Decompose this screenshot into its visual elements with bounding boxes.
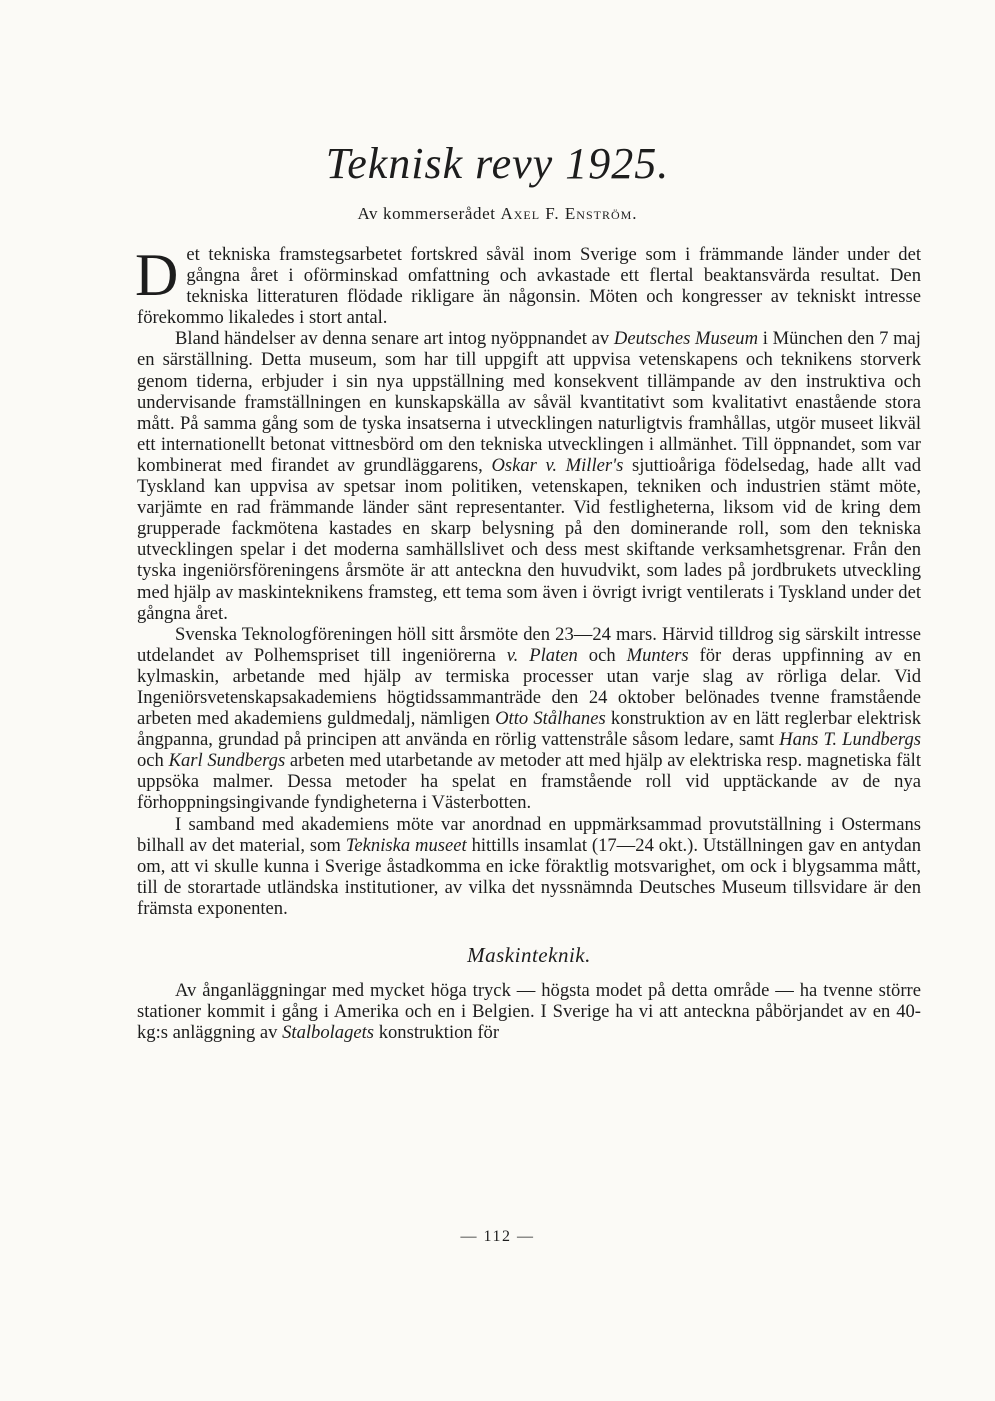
- paragraph-utstallning: [137, 814, 921, 919]
- text-run: konstruktion för: [374, 1022, 500, 1044]
- text-run: Svenska Teknologföreningen höll sitt årsmöte den 23—24 mars. Härvid tilldrog sig särskilt intresse utdelandet av Polhemspriset till ingeniörerna: [137, 623, 921, 666]
- paragraph-intro: [137, 244, 921, 328]
- text-run: konstruktion av en lätt reglerbar elektrisk ångpanna, grundad på principen att använda en rörlig vattenstråle såsom ledare, samt: [137, 708, 921, 751]
- byline: [0, 204, 995, 224]
- drop-cap: D: [135, 242, 179, 308]
- section-heading: Maskinteknik.: [467, 943, 591, 967]
- emphasis: Otto Stålhanes: [495, 708, 606, 730]
- text-run: sjuttioåriga födelsedag, hade allt vad Tyskland kan uppvisa av spetsar inom politiken, vetenskapen, tekniken och industrien stämt möte, varjämte en rad främmande länder sänt representanter. Vid festligheterna, liksom vid de kring dem grupperade fackmötena kastades en skarp belysning på den dominerande roll, som den tekniska utvecklingen spelar i det moderna samhällslivet och dess mest skiftande verksamhetsgrenar. Från den tyska ingeniörsföreningens årsmöte är att anteckna den huvudvikt, som lades på jordbrukets utveckling med hjälp av maskinteknikens framsteg, ett tema som även i övrigt ivrigt ventilerats i Tyskland under det gångna året.: [137, 454, 921, 624]
- text-run: för deras uppfinning av en kylmaskin, arbetande med hjälp av termiska processer utan varje slag av rörliga delar. Vid Ingeniörsvetenskapsakademiens högtidssammanträde den 24 oktober belönades tvenne framstående arbeten med akademiens guldmedalj, nämligen: [137, 644, 921, 730]
- text-run: Av ånganläggningar med mycket höga tryck — högsta modet på detta område — ha tvenne större stationer kommit i gång i Amerika och en i Belgien. I Sverige ha vi att anteckna påbörjandet av en 40-kg:s anläggning av: [137, 980, 921, 1044]
- article-body: [137, 244, 921, 1043]
- emphasis: Hans T. Lundbergs: [779, 729, 921, 751]
- emphasis: Oskar v. Miller's: [491, 454, 624, 476]
- emphasis: Munters: [626, 644, 689, 666]
- emphasis: Karl Sundbergs: [168, 750, 286, 772]
- paragraph-teknologforeningen: [137, 624, 921, 814]
- byline-prefix: Av kommerserådet: [357, 204, 496, 223]
- text-run: och: [137, 750, 169, 772]
- paragraph-deutsches-museum: [137, 328, 921, 623]
- emphasis: Tekniska museet: [345, 834, 467, 856]
- text-run: och: [577, 644, 627, 666]
- text-run: arbeten med utarbetande av metoder att med hjälp av elektriska resp. magnetiska fält uppsöka malmer. Dessa metoder ha spelat en framstående roll vid upptäckande av de nya förhoppningsingivande fyndigheterna i Västerbotten.: [137, 750, 921, 814]
- emphasis: Deutsches Museum: [613, 328, 759, 350]
- text-run: i München den 7 maj en särställning. Detta museum, som har till uppgift att uppvisa vetenskapens och teknikens storverk genom tiderna, erbjuder i sin nya uppställning med konsekvent tillämpande av den instruktiva och undervisande framställningen en kunskapskälla av såväl kvantitativt som kvalitativt enastående stora mått. På samma gång som de tyska insatserna i utvecklingen naturligtvis framhållas, utgör museet likväl ett internationellt betonat vittnesbörd om den tekniska utvecklingen i allmänhet. Till öppnandet, som var kombinerat med firandet av grundläggarens,: [137, 328, 921, 476]
- article-title: Teknisk revy 1925.: [325, 139, 670, 188]
- emphasis: Stalbolagets: [282, 1022, 375, 1044]
- byline-author: Axel F. Enström.: [500, 204, 638, 223]
- paragraph-text: et tekniska framstegsarbetet fortskred såväl inom Sverige som i främmande länder under det gångna året i oförminskad omfattning och avkastade ett flertal beaktansvärda resultat. Den tekniska litteraturen flödade rikligare än någonsin. Möten och kongresser av tekniskt intresse förekommo likaledes i stort antal.: [137, 244, 921, 329]
- paragraph-maskinteknik: [137, 980, 921, 1043]
- emphasis: v. Platen: [506, 644, 578, 666]
- text-run: I samband med akademiens möte var anordnad en uppmärksammad provutställning i Ostermans bilhall av det material, som: [137, 813, 921, 856]
- text-run: Bland händelser av denna senare art intog nyöppnandet av: [175, 328, 614, 350]
- page-number: — 112 —: [460, 1228, 535, 1245]
- text-run: hittills insamlat (17—24 okt.). Utställningen gav en antydan om, att vi skulle kunna i Sverige åstadkomma en icke föraktlig motsvarighet, om ock i blygsamma mått, till de storartade utländska institutioner, av vilka det nyssnämnda Deutsches Museum tillsvidare är den främsta exponenten.: [137, 834, 922, 919]
